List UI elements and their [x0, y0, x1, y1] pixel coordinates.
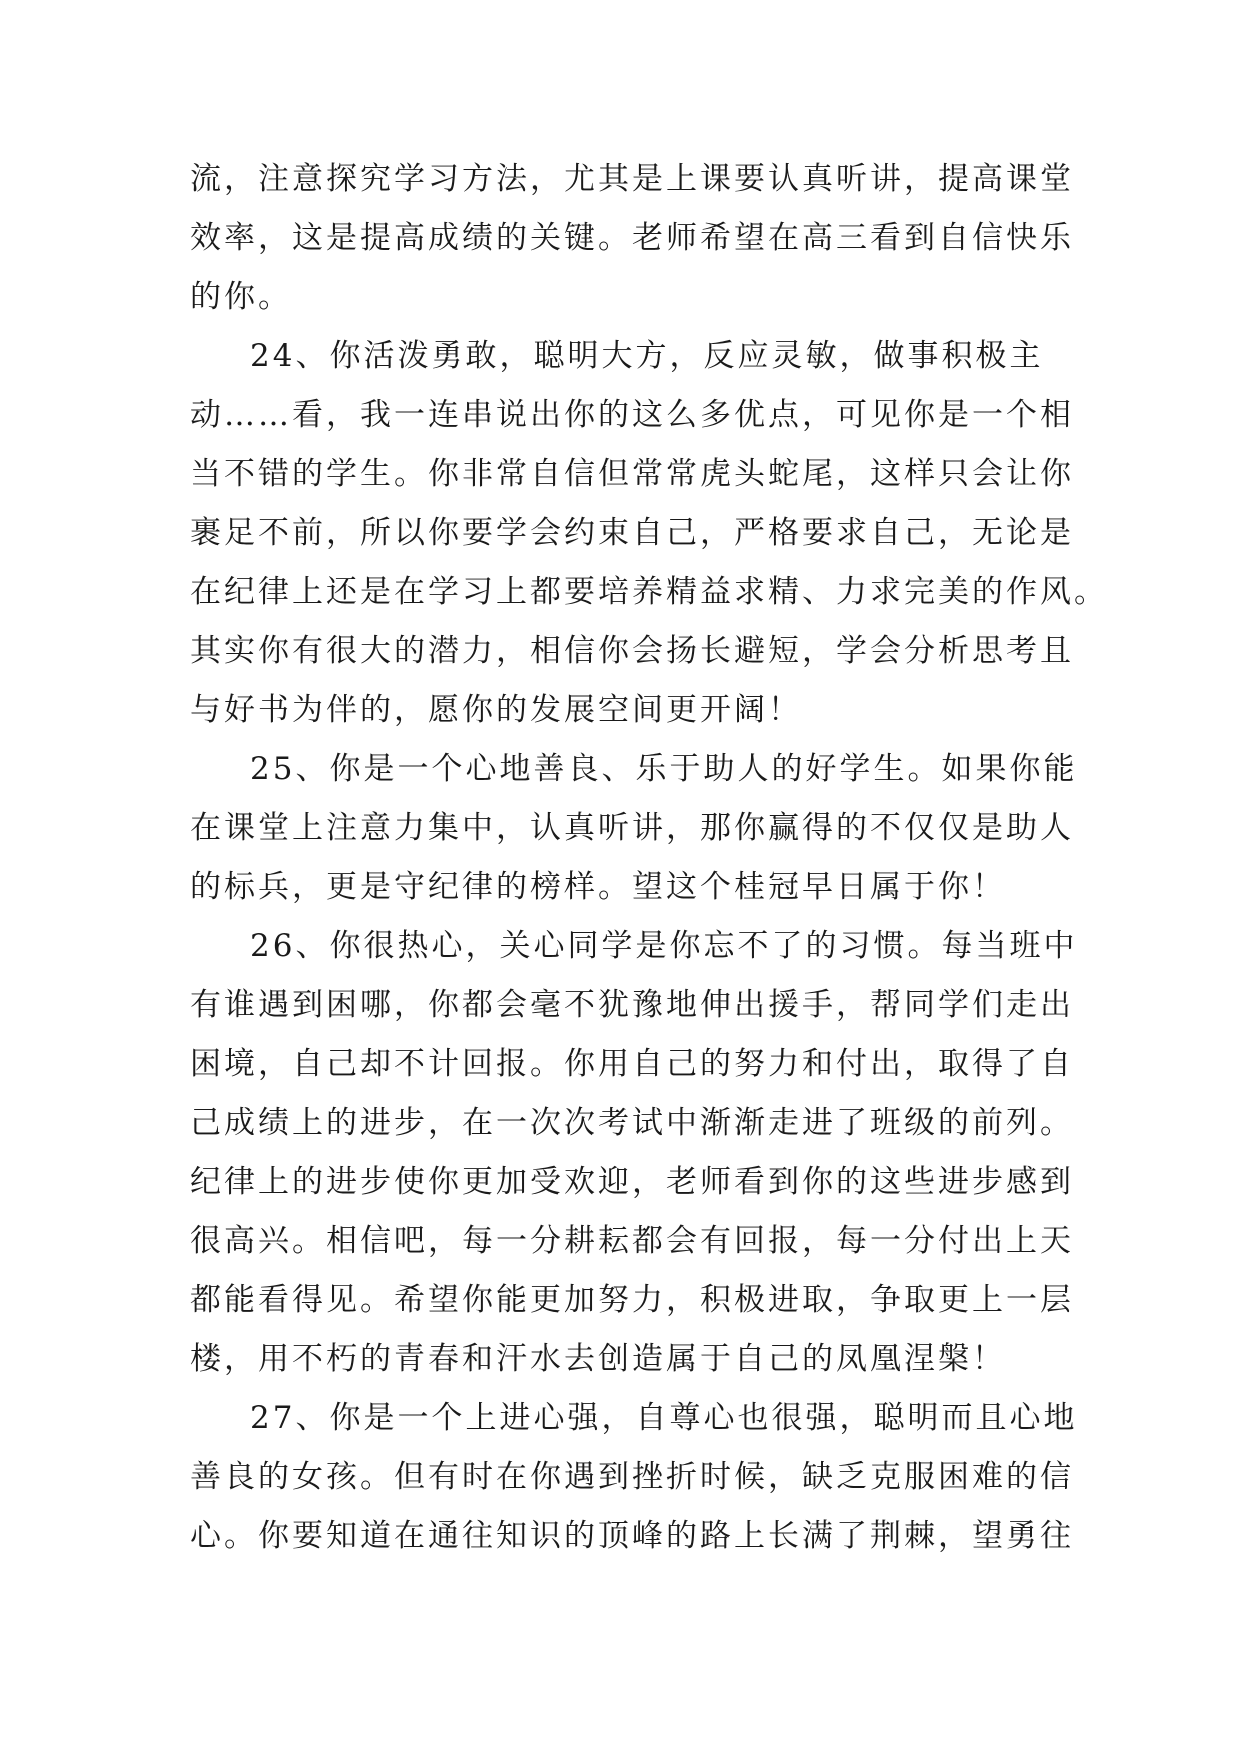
- text-line: 26、你很热心，关心同学是你忘不了的习惯。每当班中: [250, 928, 1078, 964]
- text-line: 在课堂上注意力集中，认真听讲，那你赢得的不仅仅是助人: [190, 810, 1074, 846]
- text-line: 己成绩上的进步，在一次次考试中渐渐走进了班级的前列。: [190, 1105, 1074, 1141]
- text-line: 25、你是一个心地善良、乐于助人的好学生。如果你能: [250, 751, 1078, 787]
- text-line: 的标兵，更是守纪律的榜样。望这个桂冠早日属于你！: [190, 869, 1006, 905]
- text-line: 心。你要知道在通往知识的顶峰的路上长满了荆棘，望勇往: [190, 1518, 1074, 1554]
- text-line: 动……看，我一连串说出你的这么多优点，可见你是一个相: [190, 397, 1074, 433]
- text-line: 流，注意探究学习方法，尤其是上课要认真听讲，提高课堂: [190, 161, 1074, 197]
- text-line: 有谁遇到困哪，你都会毫不犹豫地伸出援手，帮同学们走出: [190, 987, 1074, 1023]
- paragraph-26: [190, 917, 1078, 1389]
- text-line: 与好书为伴的，愿你的发展空间更开阔！: [190, 692, 802, 728]
- text-line: 效率，这是提高成绩的关键。老师希望在高三看到自信快乐: [190, 220, 1074, 256]
- text-line: 当不错的学生。你非常自信但常常虎头蛇尾，这样只会让你: [190, 456, 1074, 492]
- text-line: 裹足不前，所以你要学会约束自己，严格要求自己，无论是: [190, 515, 1074, 551]
- text-line: 在纪律上还是在学习上都要培养精益求精、力求完美的作风。: [190, 574, 1108, 610]
- text-line: 纪律上的进步使你更加受欢迎，老师看到你的这些进步感到: [190, 1164, 1074, 1200]
- paragraph-25: [190, 740, 1078, 917]
- text-line: 善良的女孩。但有时在你遇到挫折时候，缺乏克服困难的信: [190, 1459, 1074, 1495]
- text-line: 24、你活泼勇敢，聪明大方，反应灵敏，做事积极主: [250, 338, 1044, 374]
- document-page: [190, 150, 1108, 1566]
- paragraph-27: [190, 1389, 1078, 1566]
- paragraph-24: [190, 327, 1108, 740]
- text-line: 其实你有很大的潜力，相信你会扬长避短，学会分析思考且: [190, 633, 1074, 669]
- text-line: 27、你是一个上进心强，自尊心也很强，聪明而且心地: [250, 1400, 1078, 1436]
- text-line: 楼，用不朽的青春和汗水去创造属于自己的凤凰涅槃！: [190, 1341, 1006, 1377]
- text-line: 的你。: [190, 279, 292, 315]
- paragraph-1: [190, 150, 1074, 327]
- text-line: 困境，自己却不计回报。你用自己的努力和付出，取得了自: [190, 1046, 1074, 1082]
- text-line: 都能看得见。希望你能更加努力，积极进取，争取更上一层: [190, 1282, 1074, 1318]
- text-line: 很高兴。相信吧，每一分耕耘都会有回报，每一分付出上天: [190, 1223, 1074, 1259]
